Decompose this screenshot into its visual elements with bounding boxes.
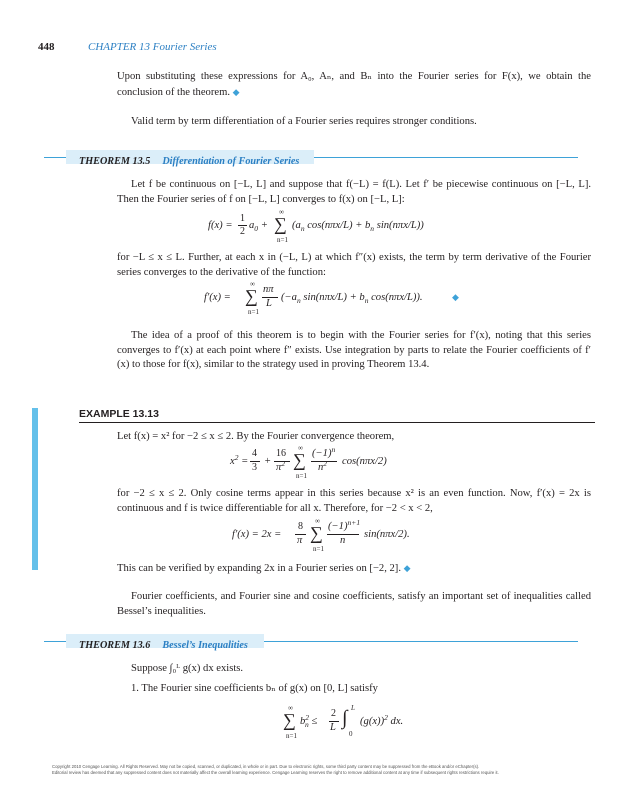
t2-eq-sum-bottom: n=1 <box>286 732 297 740</box>
theorem2-heading <box>79 635 248 653</box>
copyright-line-2: Editorial review has deemed that any suppressed content does not materially affect the overall learning experience. Cengage Learning reserves the right to remove additional content at any time if subsequent rights restrictions require it. <box>52 770 499 775</box>
ex-eq2-sum-bottom: n=1 <box>313 545 324 553</box>
example-text-1: Let f(x) = x² for −2 ≤ x ≤ 2. By the Fourier convergence theorem, <box>117 431 395 442</box>
ex-eq1-lhs: $x^2$ = <box>230 453 249 467</box>
ex-eq2-sigma: ∑ <box>310 523 323 543</box>
theorem2-item-1: 1. The Fourier sine coefficients bₙ of g(x) on [0, L] satisfy <box>131 683 378 694</box>
eq2-terms: ($-a_n$ $\sin(n\pi x/L) + b_n$ cos(nπx/L)). <box>281 292 423 305</box>
theorem-rule-right <box>314 157 578 158</box>
example-label: EXAMPLE 13.13 <box>79 408 159 420</box>
eq1-a0: $a_0$ + <box>249 220 268 233</box>
t2-eq-sigma: ∑ <box>283 710 296 730</box>
example-end-diamond-icon: ◆ <box>403 563 411 573</box>
ex-eq1-sigma: ∑ <box>293 450 306 470</box>
ex-eq1-f1-num: 4 <box>252 448 257 459</box>
eq2-frac-num: nπ <box>263 284 274 295</box>
ex-eq2-lhs: f′(x) = 2x = <box>232 529 282 540</box>
ex-eq2-f2-num: $(-1)^{n+1}$ <box>328 518 361 532</box>
eq1-sum-top: ∞ <box>279 208 284 216</box>
example-text-2: for −2 ≤ x ≤ 2. Only cosine terms appear in this series because x² is an even function. Now, f′(x) = 2x is continuous and f is twice differentiable for all x. Therefore, for −2 < x < 2, <box>117 488 591 514</box>
theorem-text-2: for −L ≤ x ≤ L. Further, at each x in (−L, L) at which f″(x) exists, the term by term derivative of the Fourier series converges to the derivative of the function: <box>117 252 591 278</box>
example-text-3-content: This can be verified by expanding 2x in a Fourier series on [−2, 2]. <box>117 563 401 574</box>
example-left-bar <box>32 408 38 570</box>
theorem2-rule-right <box>264 641 578 642</box>
eq2-sigma: ∑ <box>245 286 258 306</box>
ex-eq2-f-den: π <box>297 535 303 546</box>
eq2-frac-den: L <box>266 298 272 309</box>
ex-eq1-f1-den: 3 <box>252 462 257 473</box>
theorem-name: Differentiation of Fourier Series <box>162 156 300 167</box>
copyright-footer <box>52 764 592 776</box>
ex-eq1-plus: + <box>264 456 272 467</box>
ex-eq1-sum-bottom: n=1 <box>296 472 307 480</box>
copyright-line-1: Copyright 2010 Cengage Learning. All Rights Reserved. May not be copied, scanned, or duplicated, in whole or in part. Due to electronic rights, some third party content may be suppressed from the eBook and/or eChapter(s). <box>52 764 480 769</box>
eq1-terms: ($a_n$ $\cos(n\pi x/L) + b_n$ sin(nπx/L)) <box>292 220 424 233</box>
t2-eq-f-den: L <box>330 722 336 733</box>
theorem2-rule-left <box>44 641 66 642</box>
chapter-title: CHAPTER 13 Fourier Series <box>88 41 217 53</box>
theorem2-label: THEOREM 13.6 <box>79 640 151 651</box>
eq1-frac-num: 1 <box>240 213 245 224</box>
t2-eq-sum-top: ∞ <box>288 704 293 712</box>
ex-eq1-sum-top: ∞ <box>298 444 303 452</box>
t2-eq-f-num: 2 <box>331 708 336 719</box>
t2-eq-int-top: L <box>351 704 355 712</box>
eq2-sum-top: ∞ <box>250 280 255 288</box>
example-text-3 <box>117 561 591 577</box>
t2-eq-bn: $b^2_n$ ≤ <box>300 713 318 729</box>
eq2-lhs: f′(x) = <box>204 292 231 303</box>
paragraph-proof-idea: The idea of a proof of this theorem is to begin with the Fourier series for f′(x), noting that this series converges to f′(x) at each point where f″ exists. Use integration by parts to relate the Fourier coefficients of f′(x) to those for f(x), similar to the strategy used in proving Theorem 13.4. <box>117 330 591 370</box>
eq2-sum-bottom: n=1 <box>248 308 259 316</box>
eq1-lhs: f(x) = <box>208 220 233 231</box>
t2-eq-integrand: $(g(x))^2$ dx. <box>360 713 404 727</box>
ex-eq2-f-num: 8 <box>298 521 303 532</box>
theorem-text-1: Let f be continuous on [−L, L] and suppose that f(−L) = f(L). Let f′ be piecewise continuous on [−L, L]. Then the Fourier series of f on [−L, L] converges to f(x) on [−L, L]: <box>117 179 591 205</box>
paragraph-intro <box>117 70 591 100</box>
ex-eq1-f2-den: $\pi^2$ <box>276 459 286 473</box>
ex-eq1-cos: cos(nπx/2) <box>342 456 387 467</box>
ex-eq2-sum-top: ∞ <box>315 517 320 525</box>
ex-eq1-f3-num: $(-1)^n$ <box>312 445 336 459</box>
example-rule <box>79 422 595 423</box>
eq1-sum-bottom: n=1 <box>277 236 288 244</box>
theorem-rule-left <box>44 157 66 158</box>
paragraph-bessel: Fourier coefficients, and Fourier sine and cosine coefficients, satisfy an important set of inequalities called Bessel’s inequalities. <box>117 591 591 617</box>
ex-eq2-sin: sin(nπx/2). <box>364 529 410 540</box>
t2-eq-integral: ∫ <box>342 707 348 729</box>
eq1-sigma: ∑ <box>274 214 287 234</box>
ex-eq2-f2-den: n <box>340 535 346 546</box>
theorem2-name: Bessel’s Inequalities <box>162 640 248 651</box>
ex-eq1-f2-num: 16 <box>276 448 286 459</box>
paragraph-valid: Valid term by term differentiation of a Fourier series requires stronger conditions. <box>131 116 477 127</box>
eq2-end-diamond-icon: ◆ <box>452 292 459 302</box>
t2-eq-int-bottom: 0 <box>349 730 353 738</box>
theorem-label: THEOREM 13.5 <box>79 156 151 167</box>
paragraph-intro-text: Upon substituting these expressions for A₀, Aₙ, and Bₙ into the Fourier series for F(x), we obtain the conclusion of the theorem. <box>117 71 591 98</box>
eq1-frac-den: 2 <box>240 226 245 237</box>
theorem2-text-1: Suppose ∫₀ᴸ g(x) dx exists. <box>131 663 244 674</box>
page-number: 448 <box>38 41 55 53</box>
end-of-proof-diamond-icon: ◆ <box>232 86 240 97</box>
ex-eq1-f3-den: $n^2$ <box>318 459 328 473</box>
theorem-heading <box>79 151 299 169</box>
